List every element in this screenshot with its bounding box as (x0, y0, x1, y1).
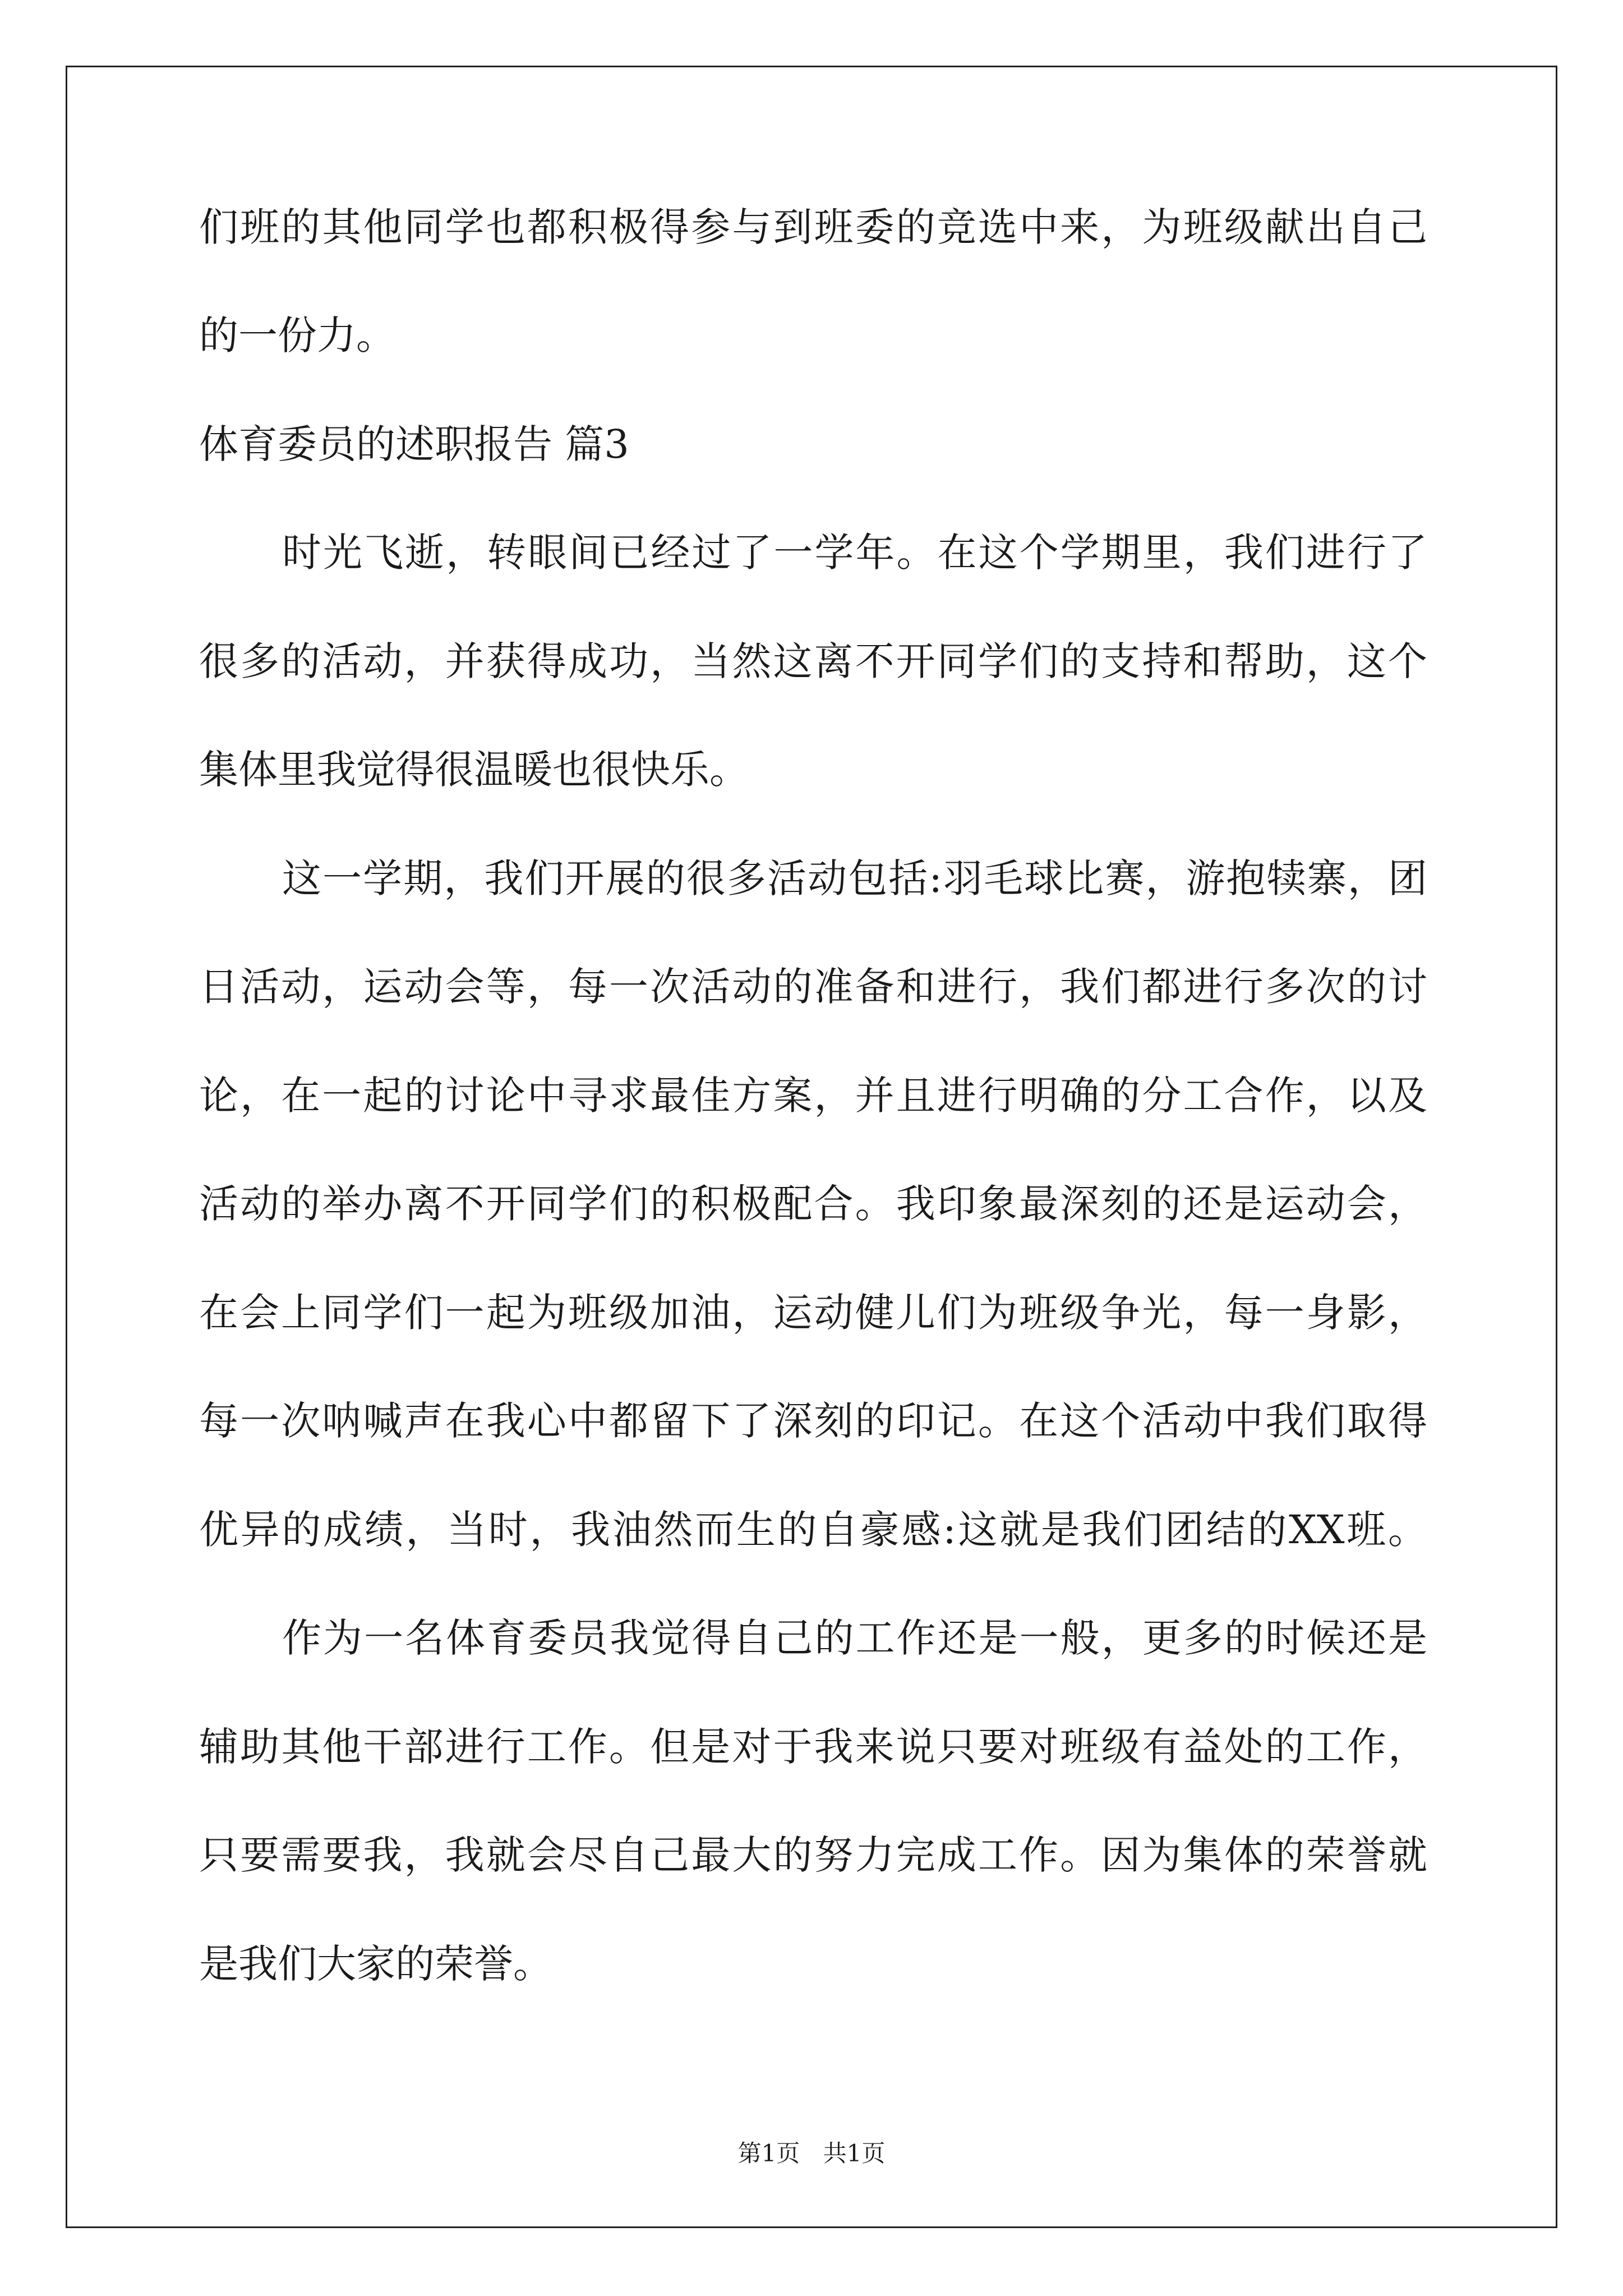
text-line: 优异的成绩，当时，我油然而生的自豪感:这就是我们团结的XX班。 (199, 1507, 1427, 1553)
page-border (66, 66, 1557, 2228)
page-number: 第1页 (737, 2139, 800, 2167)
text-line: 辅助其他干部进行工作。但是对于我来说只要对班级有益处的工作， (199, 1724, 1427, 1770)
page-total: 共1页 (823, 2139, 886, 2167)
section-heading: 体育委员的述职报告 篇3 (199, 421, 629, 467)
text-line: 论，在一起的讨论中寻求最佳方案，并且进行明确的分工合作，以及 (199, 1073, 1427, 1119)
page-footer (0, 2139, 1623, 2167)
text-line: 每一次呐喊声在我心中都留下了深刻的印记。在这个活动中我们取得 (199, 1398, 1427, 1444)
text-line: 只要需要我，我就会尽自己最大的努力完成工作。因为集体的荣誉就 (199, 1832, 1427, 1878)
text-line: 很多的活动，并获得成功，当然这离不开同学们的支持和帮助，这个 (199, 638, 1427, 684)
text-line: 作为一名体育委员我觉得自己的工作还是一般，更多的时候还是 (282, 1615, 1427, 1661)
text-line: 的一份力。 (199, 312, 395, 358)
text-line: 活动的举办离不开同学们的积极配合。我印象最深刻的还是运动会， (199, 1181, 1427, 1227)
text-line: 是我们大家的荣誉。 (199, 1941, 552, 1987)
text-line: 日活动，运动会等，每一次活动的准备和进行，我们都进行多次的讨 (199, 964, 1427, 1010)
text-line: 这一学期，我们开展的很多活动包括:羽毛球比赛，游抱犊寨，团 (282, 855, 1427, 901)
text-line: 在会上同学们一起为班级加油，运动健儿们为班级争光，每一身影， (199, 1290, 1427, 1336)
text-line: 时光飞逝，转眼间已经过了一学年。在这个学期里，我们进行了 (282, 530, 1427, 576)
text-line: 们班的其他同学也都积极得参与到班委的竞选中来，为班级献出自己 (199, 204, 1427, 250)
text-line: 集体里我觉得很温暖也很快乐。 (199, 747, 749, 793)
